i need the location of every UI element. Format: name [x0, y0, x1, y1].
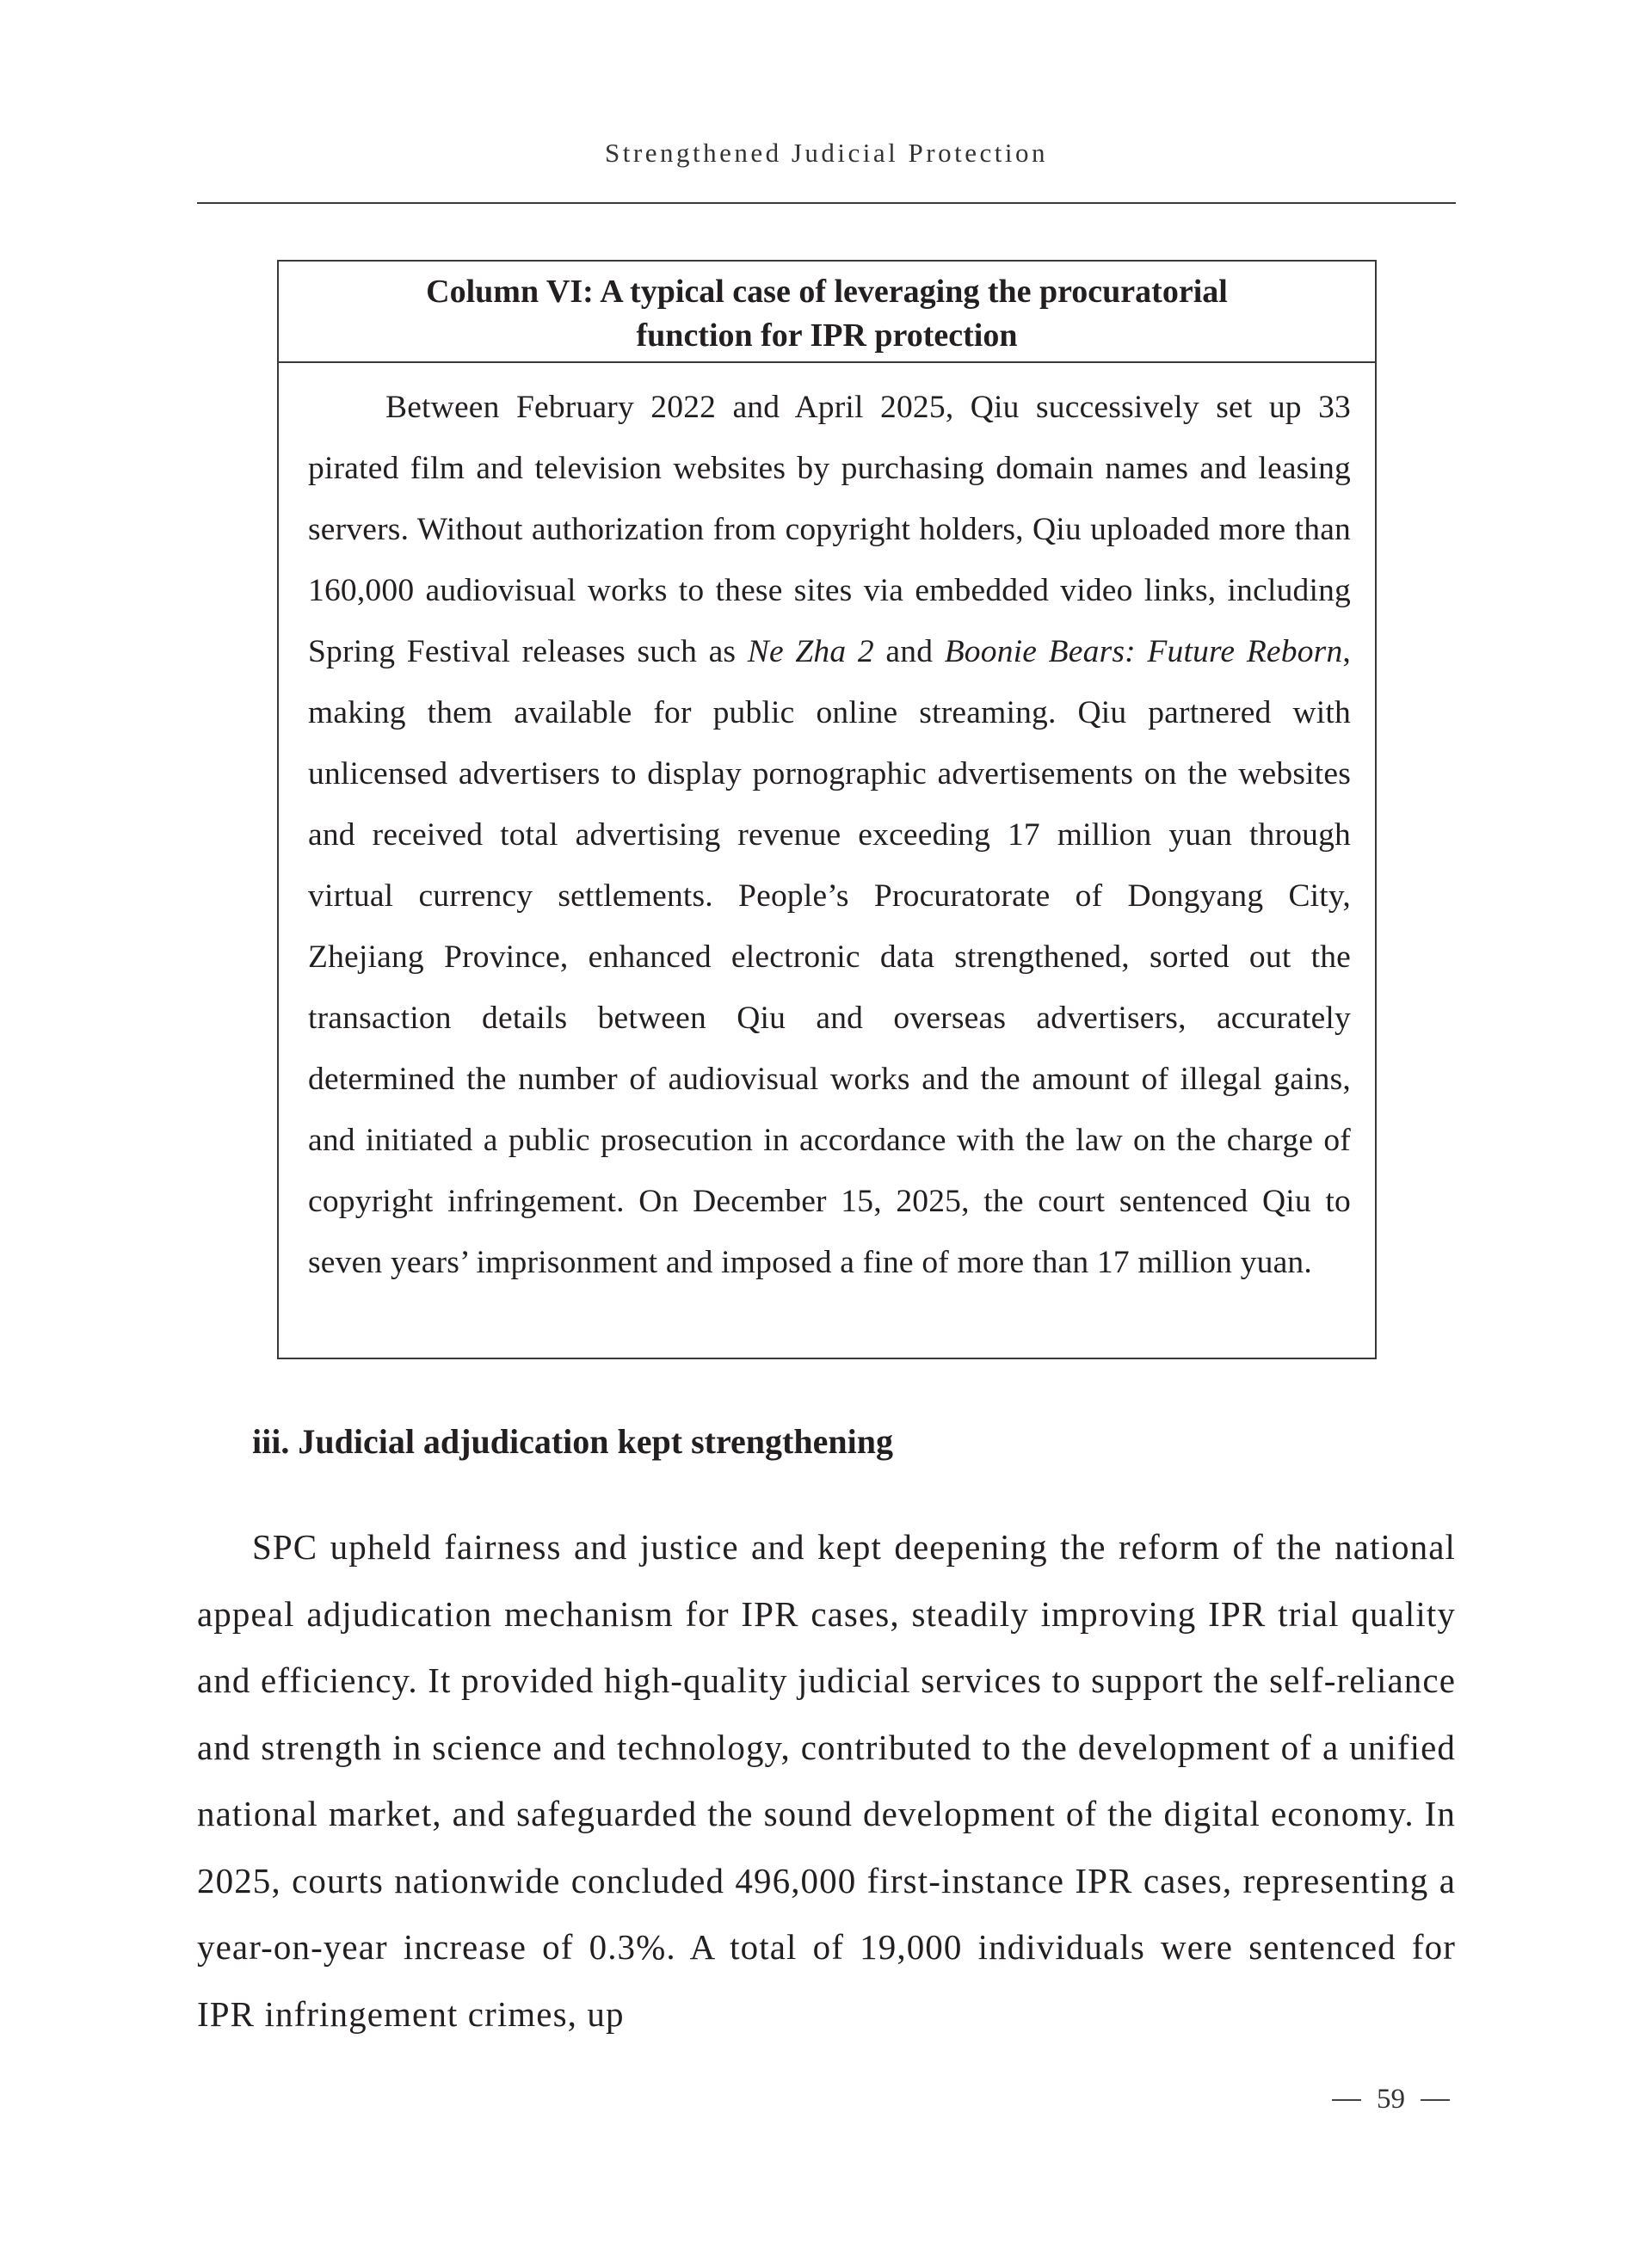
case-column-title	[279, 262, 1375, 363]
case-body-text-1: Between February 2022 and April 2025, Qiu successively set up 33 pirated film and television websites by purchasing domain names and leasing servers. Without authorization from copyright holders, Qiu uploaded more than 160,000 audiovisual works to these sites via embedded video links, including Spring Festival releases such as	[308, 390, 1351, 669]
film-title-ne-zha-2: Ne Zha 2	[747, 634, 874, 669]
body-paragraph: SPC upheld fairness and justice and kept deepening the reform of the national appeal adjudication mechanism for IPR cases, steadily improving IPR trial quality and efficiency. It provided high-quality judicial services to support the self-reliance and strength in science and technology, contributed to the development of a unified national market, and safeguarded the sound development of the digital economy. In 2025, courts nationwide concluded 496,000 first-instance IPR cases, representing a year-on-year increase of 0.3%. A total of 19,000 individuals were sentenced for IPR infringement crimes, up	[197, 1527, 1456, 2034]
film-title-boonie-bears: Boonie Bears: Future Reborn	[944, 634, 1343, 669]
header-rule	[197, 202, 1456, 204]
dash-right	[1421, 2099, 1450, 2101]
case-column-body	[308, 377, 1351, 1293]
case-body-text-2: and	[873, 634, 945, 669]
case-title-line-1: Column VI: A typical case of leveraging the procuratorial	[426, 274, 1228, 310]
section-heading: iii. Judicial adjudication kept strengthening	[252, 1422, 893, 1461]
case-body-text-3: , making them available for public online streaming. Qiu partnered with unlicensed advertisers to display pornographic advertisements on the websites and received total advertising revenue exceeding 17 million yuan through virtual currency settlements. People’s Procuratorate of Dongyang City, Zhejiang Province, enhanced electronic data strengthened, sorted out the transaction details between Qiu and overseas advertisers, accurately determined the number of audiovisual works and the amount of illegal gains, and initiated a public prosecution in accordance with the law on the charge of copyright infringement. On December 15, 2025, the court sentenced Qiu to seven years’ imprisonment and imposed a fine of more than 17 million yuan.	[308, 634, 1351, 1280]
case-column-box	[277, 260, 1377, 1359]
running-header-title: Strengthened Judicial Protection	[605, 138, 1048, 168]
page-number: 59	[1377, 2084, 1405, 2115]
page-number-footer	[1332, 2084, 1450, 2116]
case-title-line-2: function for IPR protection	[636, 317, 1018, 354]
dash-left	[1332, 2099, 1361, 2101]
